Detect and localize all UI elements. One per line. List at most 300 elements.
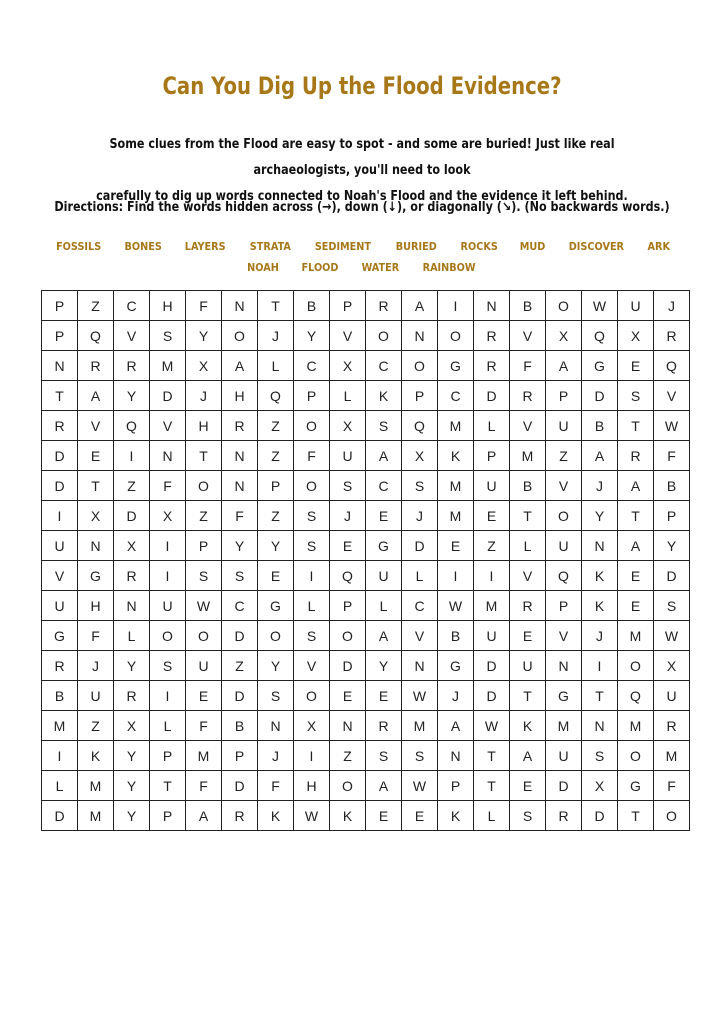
grid-cell[interactable]: I xyxy=(474,561,510,591)
grid-cell[interactable]: W xyxy=(474,711,510,741)
grid-cell[interactable]: R xyxy=(474,321,510,351)
grid-cell[interactable]: P xyxy=(150,801,186,831)
grid-cell[interactable]: R xyxy=(618,441,654,471)
grid-cell[interactable]: P xyxy=(150,741,186,771)
grid-cell[interactable]: G xyxy=(582,351,618,381)
grid-cell[interactable]: C xyxy=(402,591,438,621)
grid-cell[interactable]: D xyxy=(654,561,690,591)
grid-cell[interactable]: L xyxy=(474,411,510,441)
grid-cell[interactable]: D xyxy=(582,381,618,411)
grid-cell[interactable]: S xyxy=(510,801,546,831)
grid-cell[interactable]: O xyxy=(294,471,330,501)
grid-cell[interactable]: B xyxy=(294,291,330,321)
grid-cell[interactable]: A xyxy=(582,441,618,471)
grid-cell[interactable]: M xyxy=(654,741,690,771)
grid-cell[interactable]: T xyxy=(582,681,618,711)
grid-cell[interactable]: S xyxy=(402,741,438,771)
grid-cell[interactable]: I xyxy=(150,561,186,591)
grid-cell[interactable]: B xyxy=(222,711,258,741)
grid-cell[interactable]: L xyxy=(150,711,186,741)
grid-cell[interactable]: F xyxy=(654,771,690,801)
grid-cell[interactable]: S xyxy=(150,321,186,351)
grid-cell[interactable]: U xyxy=(330,441,366,471)
grid-cell[interactable]: M xyxy=(402,711,438,741)
grid-cell[interactable]: M xyxy=(438,471,474,501)
grid-cell[interactable]: R xyxy=(114,561,150,591)
grid-cell[interactable]: N xyxy=(114,591,150,621)
grid-cell[interactable]: X xyxy=(546,321,582,351)
grid-cell[interactable]: M xyxy=(438,411,474,441)
grid-cell[interactable]: R xyxy=(510,381,546,411)
grid-cell[interactable]: E xyxy=(474,501,510,531)
grid-cell[interactable]: V xyxy=(546,621,582,651)
grid-cell[interactable]: P xyxy=(330,291,366,321)
grid-cell[interactable]: P xyxy=(42,291,78,321)
grid-cell[interactable]: S xyxy=(366,741,402,771)
grid-cell[interactable]: O xyxy=(618,651,654,681)
grid-cell[interactable]: J xyxy=(258,321,294,351)
grid-cell[interactable]: U xyxy=(654,681,690,711)
grid-cell[interactable]: C xyxy=(438,381,474,411)
grid-cell[interactable]: E xyxy=(510,621,546,651)
grid-cell[interactable]: L xyxy=(510,531,546,561)
grid-cell[interactable]: R xyxy=(546,801,582,831)
grid-cell[interactable]: A xyxy=(366,621,402,651)
grid-cell[interactable]: Y xyxy=(114,651,150,681)
grid-cell[interactable]: T xyxy=(618,801,654,831)
grid-cell[interactable]: C xyxy=(366,471,402,501)
grid-cell[interactable]: T xyxy=(78,471,114,501)
grid-cell[interactable]: E xyxy=(618,591,654,621)
grid-cell[interactable]: X xyxy=(78,501,114,531)
grid-cell[interactable]: A xyxy=(510,741,546,771)
grid-cell[interactable]: M xyxy=(546,711,582,741)
grid-cell[interactable]: U xyxy=(474,471,510,501)
grid-cell[interactable]: A xyxy=(222,351,258,381)
grid-cell[interactable]: Y xyxy=(186,321,222,351)
grid-cell[interactable]: V xyxy=(510,561,546,591)
grid-cell[interactable]: I xyxy=(438,561,474,591)
grid-cell[interactable]: F xyxy=(78,621,114,651)
grid-cell[interactable]: E xyxy=(366,681,402,711)
grid-cell[interactable]: O xyxy=(330,621,366,651)
grid-cell[interactable]: A xyxy=(186,801,222,831)
grid-cell[interactable]: R xyxy=(474,351,510,381)
grid-cell[interactable]: D xyxy=(402,531,438,561)
grid-cell[interactable]: T xyxy=(150,771,186,801)
grid-cell[interactable]: K xyxy=(510,711,546,741)
grid-cell[interactable]: L xyxy=(42,771,78,801)
grid-cell[interactable]: W xyxy=(654,621,690,651)
grid-cell[interactable]: W xyxy=(186,591,222,621)
grid-cell[interactable]: H xyxy=(222,381,258,411)
grid-cell[interactable]: S xyxy=(150,651,186,681)
grid-cell[interactable]: G xyxy=(546,681,582,711)
grid-cell[interactable]: D xyxy=(474,381,510,411)
grid-cell[interactable]: J xyxy=(186,381,222,411)
grid-cell[interactable]: P xyxy=(546,591,582,621)
grid-cell[interactable]: S xyxy=(366,411,402,441)
grid-cell[interactable]: O xyxy=(294,681,330,711)
grid-cell[interactable]: I xyxy=(114,441,150,471)
grid-cell[interactable]: D xyxy=(222,681,258,711)
grid-cell[interactable]: I xyxy=(42,741,78,771)
grid-cell[interactable]: D xyxy=(42,441,78,471)
grid-cell[interactable]: O xyxy=(438,321,474,351)
grid-cell[interactable]: O xyxy=(294,411,330,441)
grid-cell[interactable]: U xyxy=(150,591,186,621)
grid-cell[interactable]: M xyxy=(510,441,546,471)
grid-cell[interactable]: I xyxy=(438,291,474,321)
grid-cell[interactable]: I xyxy=(150,681,186,711)
grid-cell[interactable]: Z xyxy=(114,471,150,501)
grid-cell[interactable]: T xyxy=(618,501,654,531)
grid-cell[interactable]: J xyxy=(402,501,438,531)
grid-cell[interactable]: R xyxy=(654,321,690,351)
grid-cell[interactable]: M xyxy=(78,771,114,801)
grid-cell[interactable]: W xyxy=(294,801,330,831)
grid-cell[interactable]: V xyxy=(546,471,582,501)
grid-cell[interactable]: O xyxy=(330,771,366,801)
grid-cell[interactable]: S xyxy=(258,681,294,711)
grid-cell[interactable]: O xyxy=(222,321,258,351)
grid-cell[interactable]: F xyxy=(186,771,222,801)
grid-cell[interactable]: U xyxy=(474,621,510,651)
grid-cell[interactable]: N xyxy=(78,531,114,561)
grid-cell[interactable]: O xyxy=(258,621,294,651)
grid-cell[interactable]: C xyxy=(114,291,150,321)
grid-cell[interactable]: U xyxy=(186,651,222,681)
grid-cell[interactable]: U xyxy=(42,531,78,561)
grid-cell[interactable]: R xyxy=(654,711,690,741)
grid-cell[interactable]: N xyxy=(546,651,582,681)
grid-cell[interactable]: R xyxy=(222,411,258,441)
grid-cell[interactable]: K xyxy=(330,801,366,831)
grid-cell[interactable]: K xyxy=(582,591,618,621)
grid-cell[interactable]: U xyxy=(546,411,582,441)
grid-cell[interactable]: X xyxy=(150,501,186,531)
grid-cell[interactable]: R xyxy=(366,291,402,321)
grid-cell[interactable]: V xyxy=(294,651,330,681)
grid-cell[interactable]: N xyxy=(330,711,366,741)
grid-cell[interactable]: X xyxy=(330,411,366,441)
grid-cell[interactable]: J xyxy=(258,741,294,771)
grid-cell[interactable]: R xyxy=(366,711,402,741)
grid-cell[interactable]: U xyxy=(546,531,582,561)
grid-cell[interactable]: M xyxy=(186,741,222,771)
grid-cell[interactable]: W xyxy=(402,771,438,801)
grid-cell[interactable]: N xyxy=(474,291,510,321)
grid-cell[interactable]: N xyxy=(438,741,474,771)
grid-cell[interactable]: V xyxy=(78,411,114,441)
grid-cell[interactable]: P xyxy=(222,741,258,771)
grid-cell[interactable]: K xyxy=(78,741,114,771)
grid-cell[interactable]: U xyxy=(78,681,114,711)
grid-cell[interactable]: C xyxy=(366,351,402,381)
grid-cell[interactable]: N xyxy=(222,291,258,321)
grid-cell[interactable]: G xyxy=(438,351,474,381)
grid-cell[interactable]: F xyxy=(258,771,294,801)
grid-cell[interactable]: Q xyxy=(582,321,618,351)
grid-cell[interactable]: Z xyxy=(258,501,294,531)
grid-cell[interactable]: M xyxy=(438,501,474,531)
grid-cell[interactable]: P xyxy=(474,441,510,471)
grid-cell[interactable]: G xyxy=(366,531,402,561)
grid-cell[interactable]: F xyxy=(222,501,258,531)
grid-cell[interactable]: Y xyxy=(294,321,330,351)
grid-cell[interactable]: O xyxy=(186,471,222,501)
grid-cell[interactable]: U xyxy=(366,561,402,591)
grid-cell[interactable]: T xyxy=(258,291,294,321)
grid-cell[interactable]: Y xyxy=(582,501,618,531)
grid-cell[interactable]: U xyxy=(42,591,78,621)
grid-cell[interactable]: P xyxy=(186,531,222,561)
grid-cell[interactable]: Q xyxy=(114,411,150,441)
grid-cell[interactable]: P xyxy=(330,591,366,621)
grid-cell[interactable]: L xyxy=(366,591,402,621)
grid-cell[interactable]: P xyxy=(42,321,78,351)
grid-cell[interactable]: G xyxy=(42,621,78,651)
grid-cell[interactable]: H xyxy=(294,771,330,801)
grid-cell[interactable]: O xyxy=(402,351,438,381)
grid-cell[interactable]: J xyxy=(654,291,690,321)
grid-cell[interactable]: Q xyxy=(258,381,294,411)
grid-cell[interactable]: X xyxy=(114,531,150,561)
grid-cell[interactable]: D xyxy=(222,621,258,651)
grid-cell[interactable]: P xyxy=(402,381,438,411)
grid-cell[interactable]: C xyxy=(294,351,330,381)
grid-cell[interactable]: M xyxy=(78,801,114,831)
grid-cell[interactable]: E xyxy=(366,501,402,531)
grid-cell[interactable]: W xyxy=(654,411,690,441)
grid-cell[interactable]: N xyxy=(402,651,438,681)
grid-cell[interactable]: I xyxy=(42,501,78,531)
grid-cell[interactable]: E xyxy=(438,531,474,561)
grid-cell[interactable]: Z xyxy=(330,741,366,771)
grid-cell[interactable]: M xyxy=(474,591,510,621)
grid-cell[interactable]: A xyxy=(618,531,654,561)
grid-cell[interactable]: V xyxy=(654,381,690,411)
grid-cell[interactable]: O xyxy=(618,741,654,771)
grid-cell[interactable]: D xyxy=(330,651,366,681)
grid-cell[interactable]: B xyxy=(510,291,546,321)
grid-cell[interactable]: A xyxy=(366,771,402,801)
grid-cell[interactable]: E xyxy=(186,681,222,711)
grid-cell[interactable]: S xyxy=(222,561,258,591)
grid-cell[interactable]: S xyxy=(654,591,690,621)
grid-cell[interactable]: S xyxy=(294,621,330,651)
grid-cell[interactable]: E xyxy=(618,561,654,591)
grid-cell[interactable]: U xyxy=(546,741,582,771)
grid-cell[interactable]: X xyxy=(402,441,438,471)
grid-cell[interactable]: V xyxy=(42,561,78,591)
grid-cell[interactable]: E xyxy=(330,681,366,711)
grid-cell[interactable]: L xyxy=(330,381,366,411)
grid-cell[interactable]: J xyxy=(582,621,618,651)
grid-cell[interactable]: X xyxy=(654,651,690,681)
grid-cell[interactable]: D xyxy=(474,651,510,681)
grid-cell[interactable]: Q xyxy=(546,561,582,591)
grid-cell[interactable]: O xyxy=(546,291,582,321)
grid-cell[interactable]: F xyxy=(654,441,690,471)
grid-cell[interactable]: O xyxy=(546,501,582,531)
grid-cell[interactable]: D xyxy=(222,771,258,801)
grid-cell[interactable]: L xyxy=(114,621,150,651)
grid-cell[interactable]: T xyxy=(42,381,78,411)
grid-cell[interactable]: R xyxy=(42,651,78,681)
grid-cell[interactable]: V xyxy=(114,321,150,351)
grid-cell[interactable]: P xyxy=(258,471,294,501)
grid-cell[interactable]: Y xyxy=(366,651,402,681)
grid-cell[interactable]: S xyxy=(294,501,330,531)
grid-cell[interactable]: O xyxy=(366,321,402,351)
grid-cell[interactable]: O xyxy=(186,621,222,651)
grid-cell[interactable]: C xyxy=(222,591,258,621)
grid-cell[interactable]: N xyxy=(582,531,618,561)
grid-cell[interactable]: Z xyxy=(78,711,114,741)
grid-cell[interactable]: W xyxy=(438,591,474,621)
grid-cell[interactable]: V xyxy=(510,321,546,351)
grid-cell[interactable]: A xyxy=(78,381,114,411)
grid-cell[interactable]: D xyxy=(42,801,78,831)
grid-cell[interactable]: Y xyxy=(114,741,150,771)
grid-cell[interactable]: B xyxy=(438,621,474,651)
grid-cell[interactable]: B xyxy=(42,681,78,711)
grid-cell[interactable]: Z xyxy=(78,291,114,321)
grid-cell[interactable]: I xyxy=(294,741,330,771)
grid-cell[interactable]: G xyxy=(78,561,114,591)
grid-cell[interactable]: A xyxy=(546,351,582,381)
grid-cell[interactable]: X xyxy=(114,711,150,741)
grid-cell[interactable]: G xyxy=(618,771,654,801)
grid-cell[interactable]: L xyxy=(258,351,294,381)
grid-cell[interactable]: E xyxy=(402,801,438,831)
grid-cell[interactable]: I xyxy=(150,531,186,561)
grid-cell[interactable]: R xyxy=(42,411,78,441)
grid-cell[interactable]: S xyxy=(294,531,330,561)
grid-cell[interactable]: T xyxy=(510,681,546,711)
grid-cell[interactable]: A xyxy=(366,441,402,471)
grid-cell[interactable]: K xyxy=(438,441,474,471)
grid-cell[interactable]: Y xyxy=(654,531,690,561)
grid-cell[interactable]: L xyxy=(402,561,438,591)
grid-cell[interactable]: Y xyxy=(222,531,258,561)
grid-cell[interactable]: R xyxy=(114,681,150,711)
grid-cell[interactable]: Q xyxy=(654,351,690,381)
grid-cell[interactable]: J xyxy=(78,651,114,681)
grid-cell[interactable]: M xyxy=(618,711,654,741)
grid-cell[interactable]: F xyxy=(150,471,186,501)
grid-cell[interactable]: Q xyxy=(618,681,654,711)
grid-cell[interactable]: S xyxy=(582,741,618,771)
grid-cell[interactable]: A xyxy=(438,711,474,741)
grid-cell[interactable]: E xyxy=(510,771,546,801)
grid-cell[interactable]: B xyxy=(510,471,546,501)
grid-cell[interactable]: N xyxy=(222,441,258,471)
grid-cell[interactable]: X xyxy=(186,351,222,381)
grid-cell[interactable]: D xyxy=(42,471,78,501)
grid-cell[interactable]: G xyxy=(438,651,474,681)
grid-cell[interactable]: V xyxy=(330,321,366,351)
grid-cell[interactable]: A xyxy=(618,471,654,501)
grid-cell[interactable]: X xyxy=(582,771,618,801)
grid-cell[interactable]: B xyxy=(582,411,618,441)
grid-cell[interactable]: V xyxy=(510,411,546,441)
grid-cell[interactable]: P xyxy=(654,501,690,531)
grid-cell[interactable]: K xyxy=(258,801,294,831)
grid-cell[interactable]: Z xyxy=(186,501,222,531)
grid-cell[interactable]: Q xyxy=(330,561,366,591)
grid-cell[interactable]: Q xyxy=(402,411,438,441)
grid-cell[interactable]: A xyxy=(402,291,438,321)
grid-cell[interactable]: R xyxy=(510,591,546,621)
grid-cell[interactable]: N xyxy=(258,711,294,741)
grid-cell[interactable]: K xyxy=(438,801,474,831)
grid-cell[interactable]: Y xyxy=(114,381,150,411)
grid-cell[interactable]: F xyxy=(186,291,222,321)
grid-cell[interactable]: E xyxy=(78,441,114,471)
grid-cell[interactable]: P xyxy=(546,381,582,411)
grid-cell[interactable]: U xyxy=(510,651,546,681)
grid-cell[interactable]: T xyxy=(186,441,222,471)
grid-cell[interactable]: N xyxy=(42,351,78,381)
grid-cell[interactable]: F xyxy=(510,351,546,381)
grid-cell[interactable]: E xyxy=(618,351,654,381)
grid-cell[interactable]: F xyxy=(186,711,222,741)
grid-cell[interactable]: D xyxy=(114,501,150,531)
grid-cell[interactable]: P xyxy=(294,381,330,411)
grid-cell[interactable]: F xyxy=(294,441,330,471)
grid-cell[interactable]: E xyxy=(258,561,294,591)
grid-cell[interactable]: N xyxy=(582,711,618,741)
grid-cell[interactable]: E xyxy=(366,801,402,831)
grid-cell[interactable]: R xyxy=(78,351,114,381)
grid-cell[interactable]: N xyxy=(222,471,258,501)
grid-cell[interactable]: S xyxy=(186,561,222,591)
grid-cell[interactable]: Z xyxy=(546,441,582,471)
grid-cell[interactable]: B xyxy=(654,471,690,501)
grid-cell[interactable]: P xyxy=(438,771,474,801)
grid-cell[interactable]: T xyxy=(474,771,510,801)
grid-cell[interactable]: D xyxy=(582,801,618,831)
grid-cell[interactable]: Z xyxy=(258,441,294,471)
grid-cell[interactable]: L xyxy=(294,591,330,621)
grid-cell[interactable]: T xyxy=(618,411,654,441)
grid-cell[interactable]: J xyxy=(438,681,474,711)
grid-cell[interactable]: U xyxy=(618,291,654,321)
grid-cell[interactable]: M xyxy=(618,621,654,651)
grid-cell[interactable]: Y xyxy=(114,801,150,831)
grid-cell[interactable]: V xyxy=(150,411,186,441)
grid-cell[interactable]: E xyxy=(330,531,366,561)
grid-cell[interactable]: M xyxy=(42,711,78,741)
grid-cell[interactable]: J xyxy=(330,501,366,531)
grid-cell[interactable]: D xyxy=(150,381,186,411)
grid-cell[interactable]: M xyxy=(150,351,186,381)
grid-cell[interactable]: X xyxy=(330,351,366,381)
grid-cell[interactable]: J xyxy=(582,471,618,501)
grid-cell[interactable]: T xyxy=(510,501,546,531)
grid-cell[interactable]: H xyxy=(150,291,186,321)
grid-cell[interactable]: Z xyxy=(222,651,258,681)
grid-cell[interactable]: S xyxy=(402,471,438,501)
grid-cell[interactable]: H xyxy=(78,591,114,621)
grid-cell[interactable]: L xyxy=(474,801,510,831)
grid-cell[interactable]: X xyxy=(294,711,330,741)
grid-cell[interactable]: I xyxy=(294,561,330,591)
grid-cell[interactable]: K xyxy=(366,381,402,411)
grid-cell[interactable]: G xyxy=(258,591,294,621)
